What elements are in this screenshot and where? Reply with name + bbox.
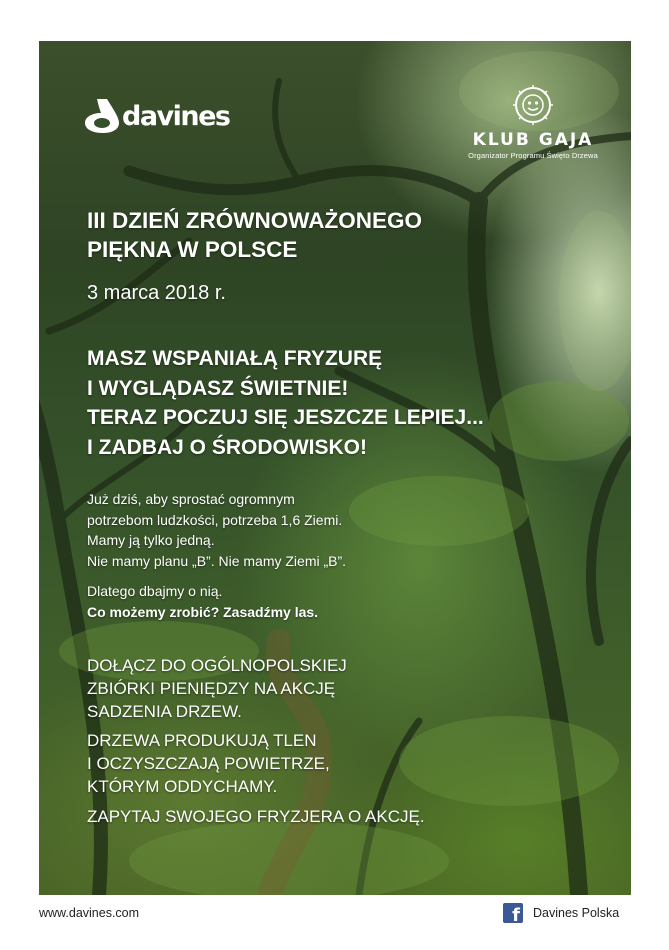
- body-line: Już dziś, aby sprostać ogromnym: [87, 491, 295, 507]
- body-paragraph: [87, 489, 507, 571]
- headline-line: MASZ WSPANIAŁĄ FRYZURĘ: [87, 347, 383, 370]
- headline-line: I WYGLĄDASZ ŚWIETNIE!: [87, 376, 349, 400]
- cta2-line: I OCZYSZCZAJĄ POWIETRZE,: [87, 754, 330, 773]
- davines-logo: [85, 99, 230, 133]
- headline-line: I ZADBAJ O ŚRODOWISKO!: [87, 435, 368, 459]
- event-date: 3 marca 2018 r.: [87, 282, 226, 304]
- cta2-line: KTÓRYM ODDYCHAMY.: [87, 777, 278, 796]
- body-line: Nie mamy planu „B”. Nie mamy Ziemi „B”.: [87, 552, 347, 569]
- call-to-action: [87, 654, 547, 723]
- poster: [39, 41, 631, 895]
- headline: [87, 344, 617, 462]
- title-line: PIĘKNA W POLSCE: [87, 237, 298, 262]
- cta-line: ZBIÓRKI PIENIĘDZY NA AKCJĘ: [87, 679, 336, 698]
- facebook-icon: [503, 903, 523, 926]
- body-line: Mamy ją tylko jedną.: [87, 532, 215, 548]
- davines-mark-icon: [85, 99, 121, 133]
- cta-line: SADZENIA DRZEW.: [87, 702, 242, 721]
- website-link[interactable]: www.davines.com: [39, 906, 140, 920]
- body2-line-emphasis: Co możemy zrobić? Zasadźmy las.: [87, 603, 319, 620]
- body2-line: Dlatego dbajmy o nią.: [87, 583, 223, 599]
- headline-line: TERAZ POCZUJ SIĘ JESZCZE LEPIEJ...: [87, 406, 484, 429]
- title-line: III DZIEŃ ZRÓWNOWAŻONEGO: [87, 208, 422, 233]
- event-title: [87, 206, 607, 264]
- cta2-line: DRZEWA PRODUKUJĄ TLEN: [87, 731, 317, 750]
- facebook-glyph: f: [512, 905, 520, 926]
- call-to-action-3: ZAPYTAJ SWOJEGO FRYZJERA O AKCJĘ.: [87, 807, 425, 826]
- klub-gaja-logo: [443, 85, 623, 160]
- body-line: potrzebom ludzkości, potrzeba 1,6 Ziemi.: [87, 511, 343, 528]
- facebook-link[interactable]: [503, 903, 620, 926]
- facebook-label: Davines Polska: [533, 906, 620, 920]
- klub-gaja-wordmark: KLUB GAJA: [472, 130, 594, 150]
- call-to-action-2: [87, 729, 547, 798]
- davines-wordmark: davines: [122, 100, 230, 132]
- klub-gaja-subtitle: Organizator Programu Święto Drzewa: [468, 151, 598, 160]
- body-paragraph-2: [87, 581, 507, 622]
- cta-line: DOŁĄCZ DO OGÓLNOPOLSKIEJ: [87, 656, 347, 675]
- klub-gaja-emblem-icon: [513, 85, 553, 125]
